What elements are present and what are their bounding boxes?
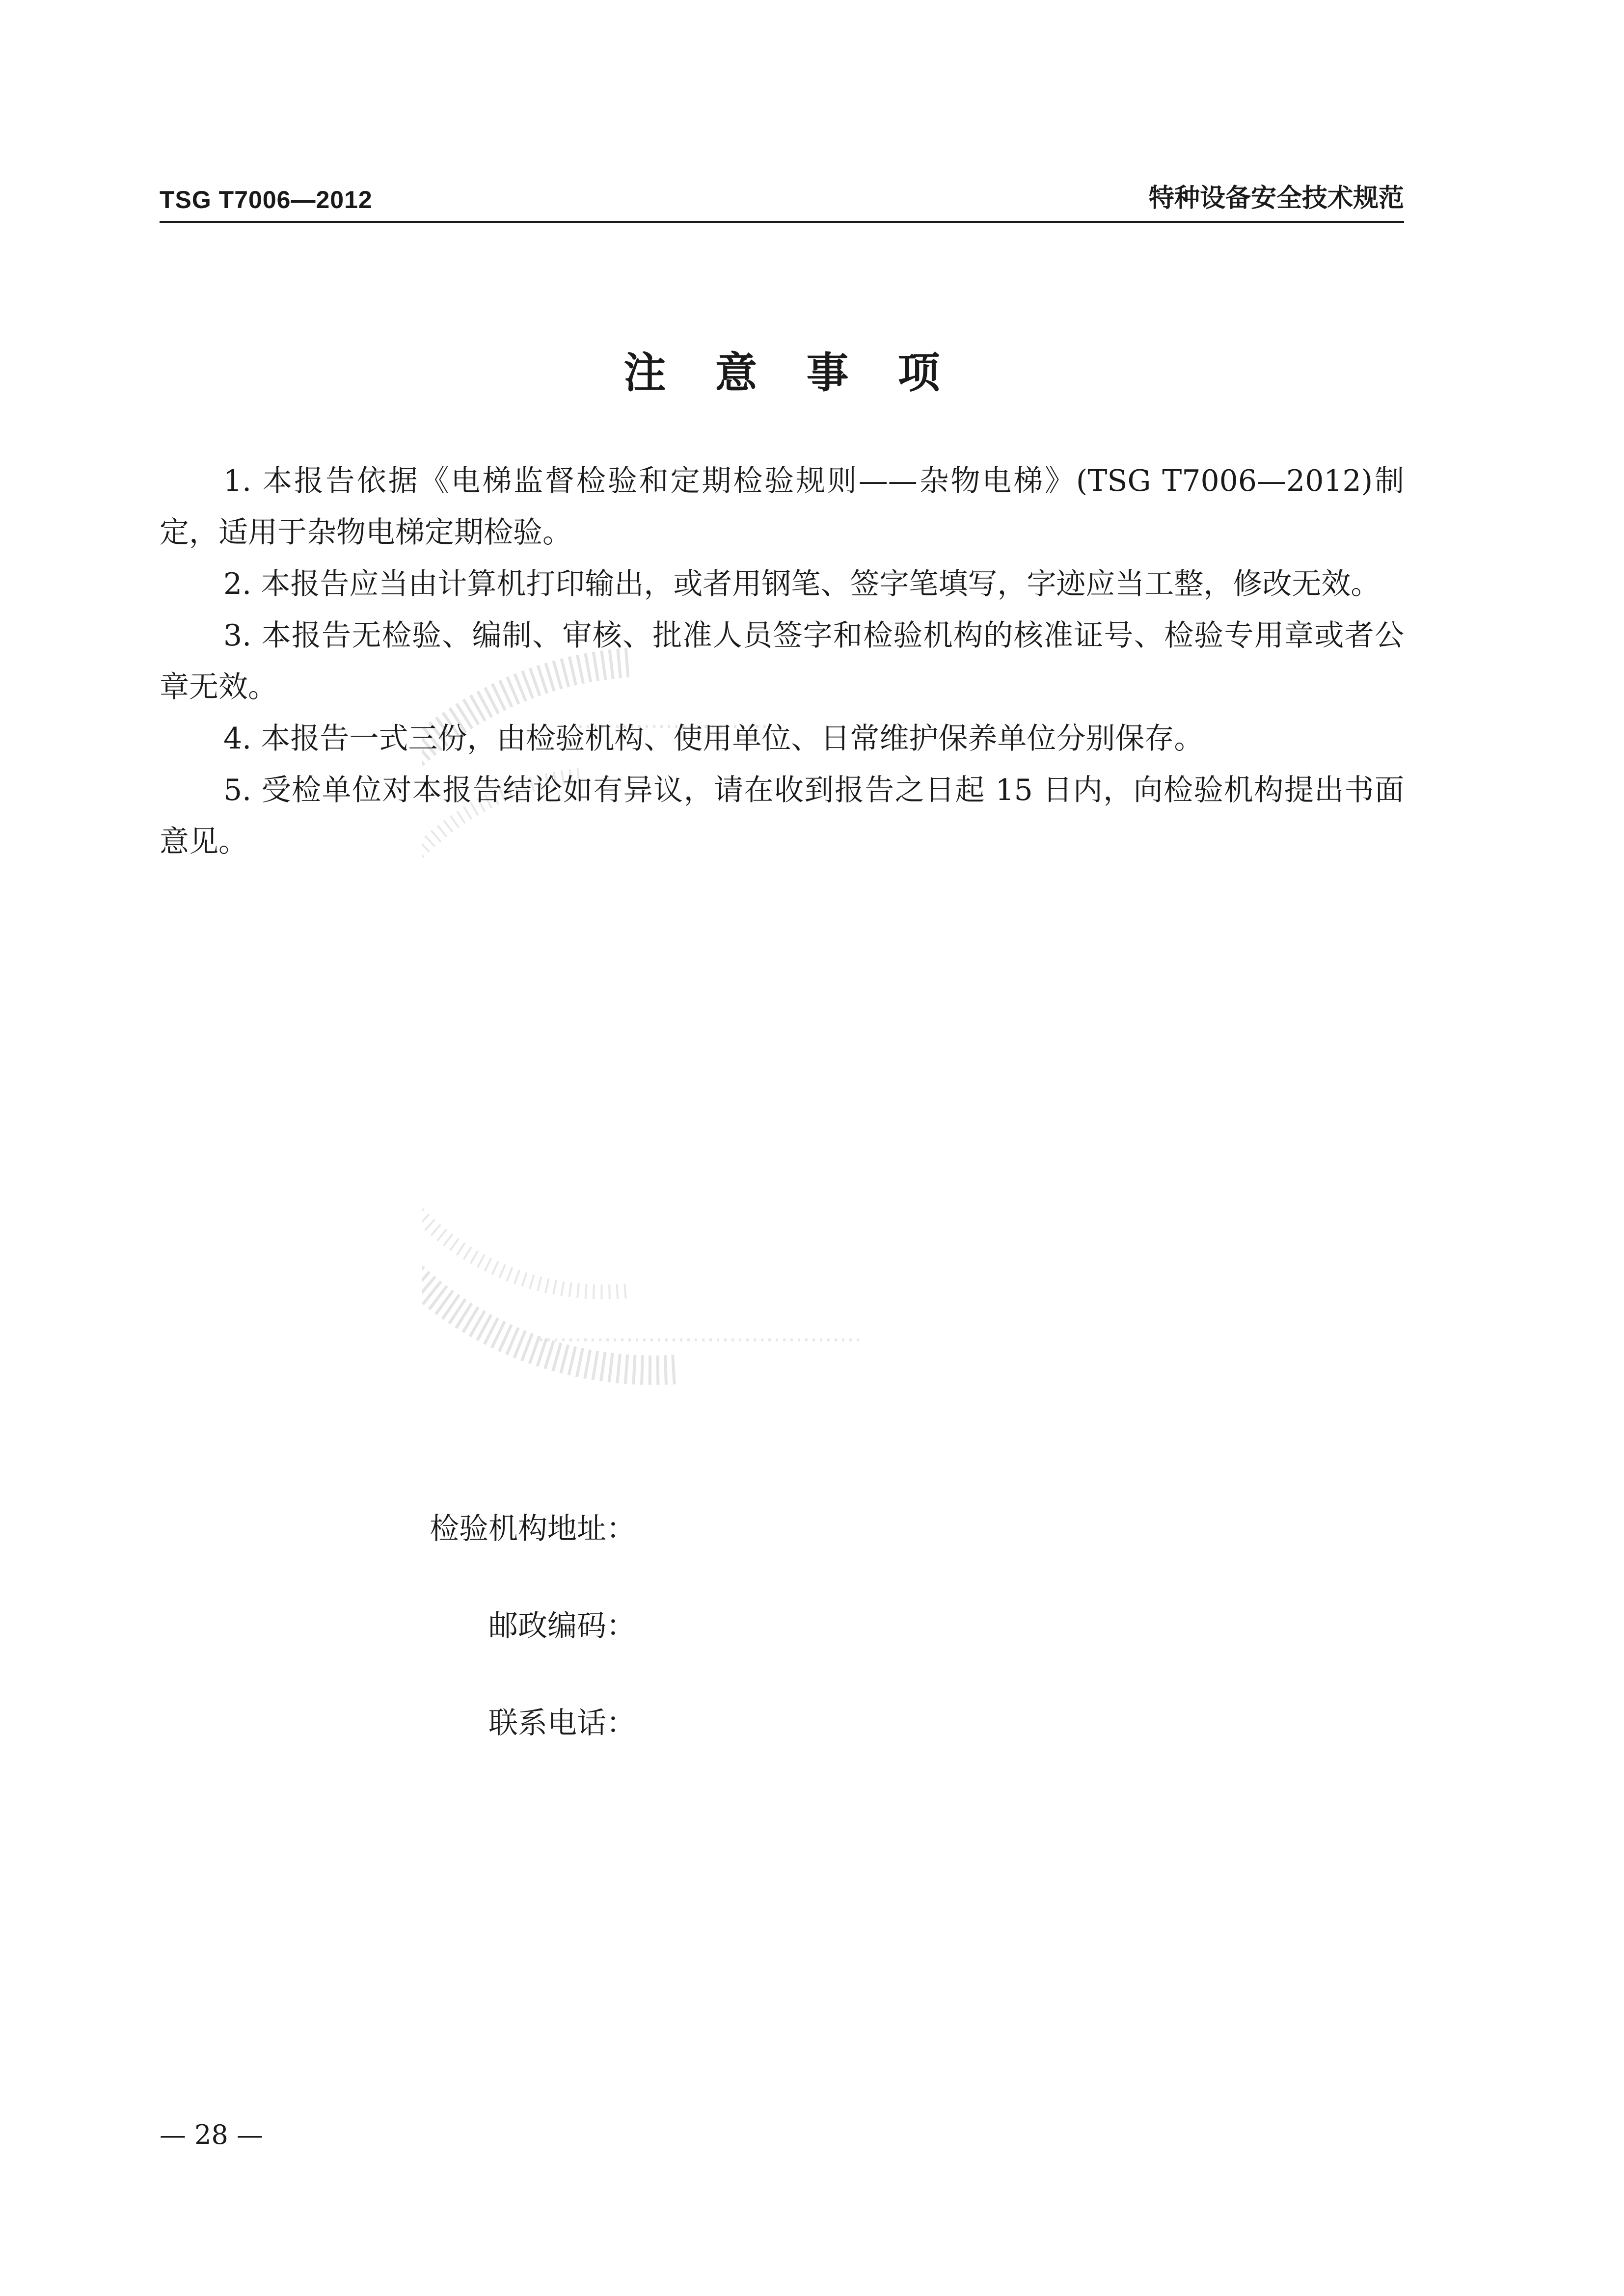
note-item: 5. 受检单位对本报告结论如有异议，请在收到报告之日起 15 日内，向检验机构提出书面意见。 [160, 773, 1404, 859]
address-label: 检验机构地址： [430, 1512, 636, 1546]
page-header [160, 182, 1404, 223]
postcode-label: 邮政编码： [488, 1609, 636, 1643]
header-title: 特种设备安全技术规范 [1148, 184, 1404, 213]
address-row [420, 1504, 636, 1553]
notes-list [160, 455, 1404, 868]
note-item: 1. 本报告依据《电梯监督检验和定期检验规则——杂物电梯》(TSG T7006—2012)制定，适用于杂物电梯定期检验。 [160, 464, 1404, 550]
document-title: 注意事项 [623, 348, 989, 398]
note-item: 4. 本报告一式三份，由检验机构、使用单位、日常维护保养单位分别保存。 [223, 721, 1204, 756]
standard-code: TSG T7006—2012 [160, 186, 373, 214]
phone-row [420, 1699, 636, 1748]
page-number: — 28 — [160, 2119, 264, 2150]
note-item: 3. 本报告无检验、编制、审核、批准人员签字和检验机构的核准证号、检验专用章或者公章无效。 [160, 618, 1404, 704]
postcode-row [420, 1602, 636, 1651]
contact-section [420, 1504, 1009, 1796]
note-item: 2. 本报告应当由计算机打印输出，或者用钢笔、签字笔填写，字迹应当工整，修改无效。 [223, 567, 1380, 601]
phone-label: 联系电话： [488, 1706, 636, 1740]
